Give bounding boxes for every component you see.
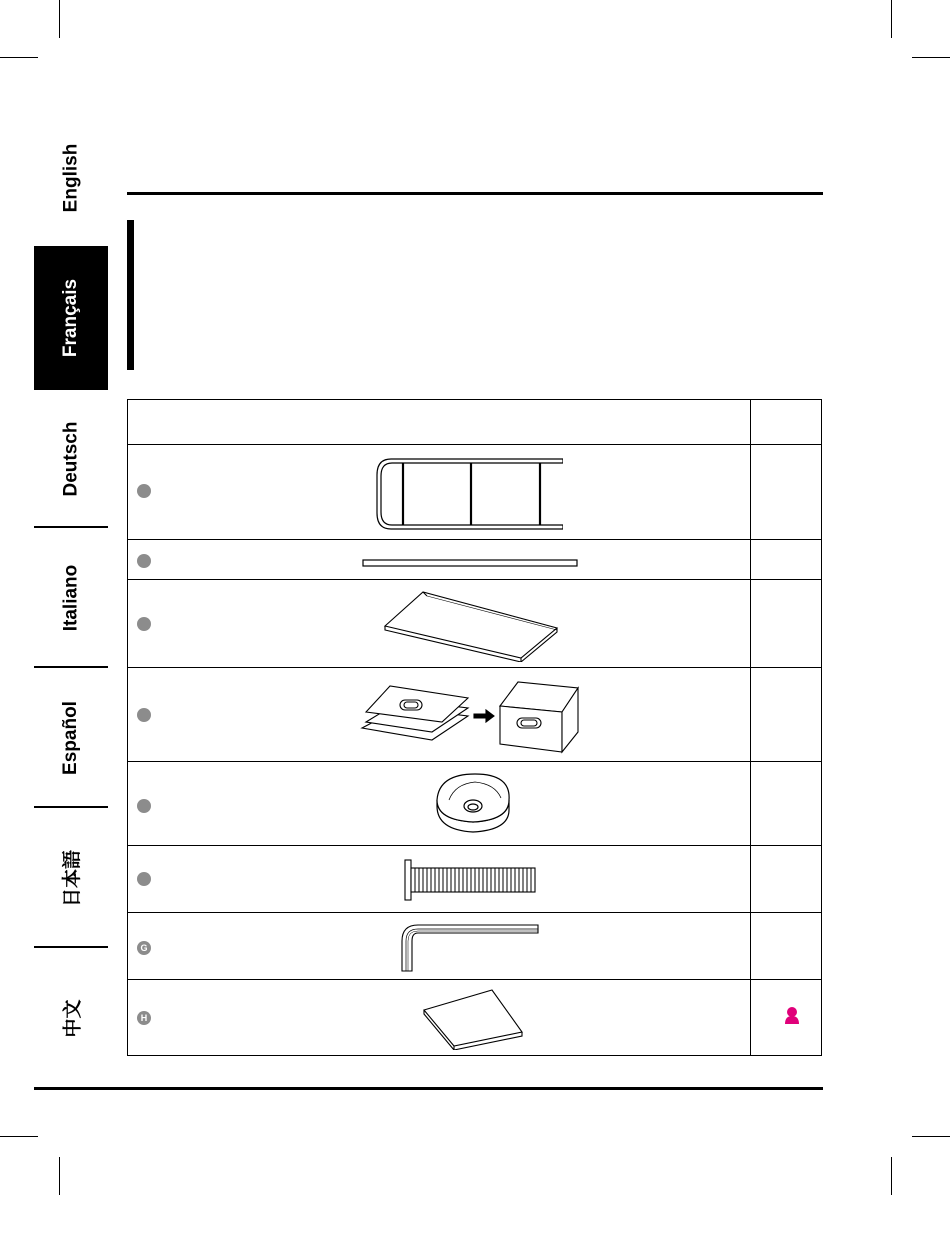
lang-tab-espanol[interactable]: [34, 670, 108, 806]
part-marker: G: [137, 941, 151, 955]
part-row: [128, 540, 821, 580]
crop-mark: [912, 57, 950, 58]
parts-table: [127, 399, 822, 1056]
part-marker: [137, 617, 151, 631]
lang-tab-francais[interactable]: [34, 246, 108, 390]
lang-tab-label: Español: [60, 701, 81, 775]
crop-mark: [59, 1157, 60, 1195]
part-row: [128, 445, 821, 540]
crop-mark: [0, 1136, 38, 1137]
crop-mark: [891, 1157, 892, 1195]
part-marker: [137, 484, 151, 498]
lang-tab-label: 中文: [62, 998, 84, 1038]
lang-divider: [34, 526, 108, 528]
crop-mark: [0, 57, 38, 58]
lang-tab-label: Italiano: [59, 564, 81, 632]
part-marker: H: [137, 1011, 151, 1025]
part-marker: [137, 554, 151, 568]
part-row: [128, 580, 821, 668]
part-row: [128, 668, 821, 762]
table-header-row: [128, 400, 821, 445]
section-marker-bar: [127, 220, 134, 370]
frame-icon: [373, 457, 563, 533]
allen-key-icon: [398, 923, 543, 975]
header-rule: [127, 192, 823, 195]
rod-icon: [361, 559, 579, 569]
crop-mark: [59, 0, 60, 38]
lang-divider: [34, 666, 108, 668]
lang-tab-deutsch[interactable]: [34, 392, 108, 526]
part-row: [128, 762, 821, 846]
part-marker: [137, 799, 151, 813]
footer-rule: [34, 1087, 823, 1090]
pad-icon: [420, 988, 530, 1050]
foot-pad-icon: [435, 770, 513, 836]
crop-mark: [912, 1136, 950, 1137]
lang-tab-label: 日本語: [62, 849, 84, 907]
shelf-panel-icon: [381, 588, 561, 662]
part-row: [128, 846, 821, 913]
part-marker: [137, 708, 151, 722]
crop-mark: [891, 0, 892, 38]
bolt-icon: [403, 858, 538, 902]
lang-divider: [34, 806, 108, 808]
fabric-bin-icon: [360, 678, 582, 754]
lang-tab-label: English: [60, 143, 81, 212]
part-marker: [137, 872, 151, 886]
lang-tab-label: Deutsch: [60, 421, 81, 497]
lang-tab-japanese[interactable]: [34, 810, 108, 946]
warning-person-icon: [783, 1006, 799, 1026]
part-row: [128, 980, 821, 1057]
lang-tab-chinese[interactable]: [34, 950, 108, 1086]
part-row: [128, 913, 821, 980]
lang-divider: [34, 946, 108, 948]
lang-tab-italiano[interactable]: [34, 530, 108, 666]
lang-tab-english[interactable]: [34, 110, 108, 245]
lang-tab-label: Français: [60, 278, 81, 358]
